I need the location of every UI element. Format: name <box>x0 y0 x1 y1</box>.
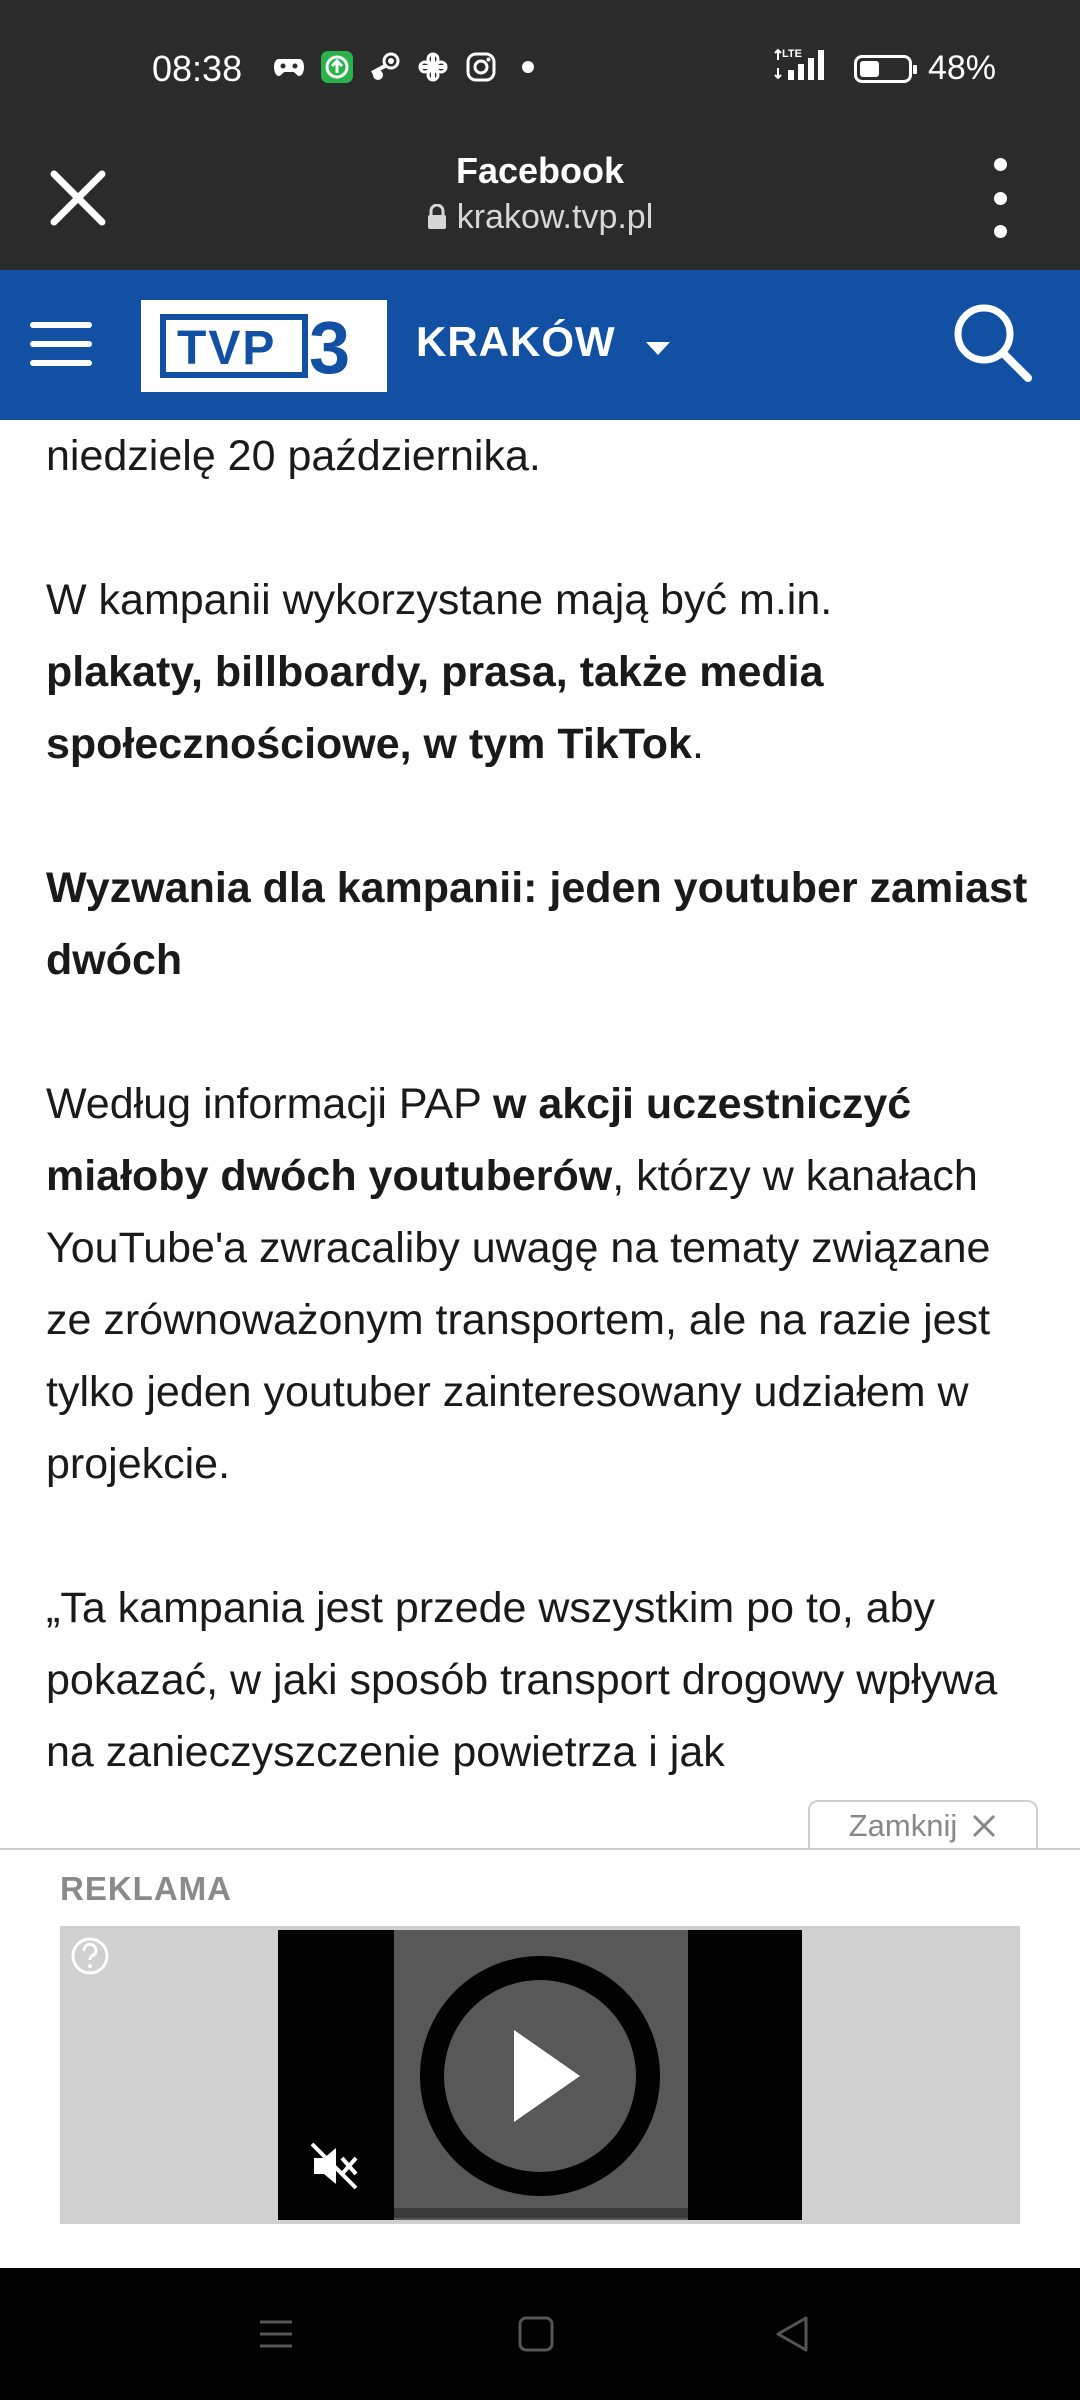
ad-video-player[interactable] <box>278 1930 802 2220</box>
url-display[interactable] <box>0 198 1080 239</box>
status-bar <box>0 0 1080 140</box>
kebab-dot-icon <box>994 158 1007 171</box>
ad-label: REKLAMA <box>60 1870 232 1907</box>
search-button[interactable] <box>950 300 1036 386</box>
notification-icons <box>272 50 534 84</box>
ad-close-button[interactable] <box>808 1800 1038 1850</box>
search-icon <box>950 300 1036 386</box>
ad-close-label: Zamknij <box>848 1808 958 1843</box>
url-text: krakow.tvp.pl <box>456 198 654 236</box>
article-body <box>46 420 1046 1788</box>
help-icon[interactable] <box>70 1936 110 1976</box>
game-controller-icon <box>272 50 306 84</box>
signal-icon <box>774 46 838 91</box>
status-right <box>774 46 996 91</box>
chevron-down-icon[interactable] <box>646 342 670 355</box>
upload-app-icon <box>320 50 354 84</box>
system-nav-bar <box>0 2268 1080 2400</box>
back-icon[interactable] <box>772 2314 812 2354</box>
ad-video-area[interactable] <box>60 1926 1020 2224</box>
browser-toolbar <box>0 140 1080 270</box>
cross-app-icon <box>416 50 450 84</box>
ad-banner <box>0 1848 1080 2270</box>
video-progress[interactable] <box>394 2208 688 2218</box>
recent-apps-icon[interactable] <box>256 2314 296 2354</box>
article-quote: „Ta kampania jest przede wszystkim po to, aby pokazać, w jaki sposób transport drogowy wpływa na zanieczyszczenie powietrza i jak <box>46 1584 998 1776</box>
steam-icon <box>368 50 402 84</box>
lock-icon <box>427 200 447 239</box>
instagram-icon <box>464 50 498 84</box>
article-subheading: Wyzwania dla kampanii: jeden youtuber zamiast dwóch <box>46 864 1028 984</box>
home-icon[interactable] <box>516 2314 556 2354</box>
more-options-button[interactable] <box>980 158 1020 238</box>
svg-text:TVP: TVP <box>177 322 277 375</box>
muted-speaker-icon[interactable] <box>306 2138 362 2194</box>
article-paragraph: W kampanii wykorzystane mają być m.in. plakaty, billboardy, prasa, także media społecznościowe, w tym TikTok. <box>46 576 833 768</box>
more-dot-icon <box>522 61 534 73</box>
site-header <box>0 270 1080 420</box>
page-title: Facebook <box>455 150 625 191</box>
region-selector[interactable]: KRAKÓW <box>416 318 616 365</box>
battery-percent: 48% <box>927 49 996 87</box>
svg-text:3: 3 <box>309 311 351 381</box>
status-time: 08:38 <box>152 48 243 89</box>
article-paragraph: niedzielę 20 października. <box>46 432 541 480</box>
battery-icon <box>854 55 912 83</box>
article-paragraph: Według informacji PAP w akcji uczestniczyć miałoby dwóch youtuberów, którzy w kanałach YouTube'a zwracaliby uwagę na tematy związane ze zrównoważonym transportem, ale na razie jest tylko jeden youtuber zainteresowany udziałem w projekcie. <box>46 1080 991 1488</box>
menu-hamburger-icon[interactable] <box>30 322 92 366</box>
play-icon[interactable] <box>416 1952 664 2200</box>
tvp3-logo[interactable] <box>141 300 387 392</box>
close-icon <box>971 1813 997 1839</box>
lte-label: LTE <box>781 48 802 60</box>
